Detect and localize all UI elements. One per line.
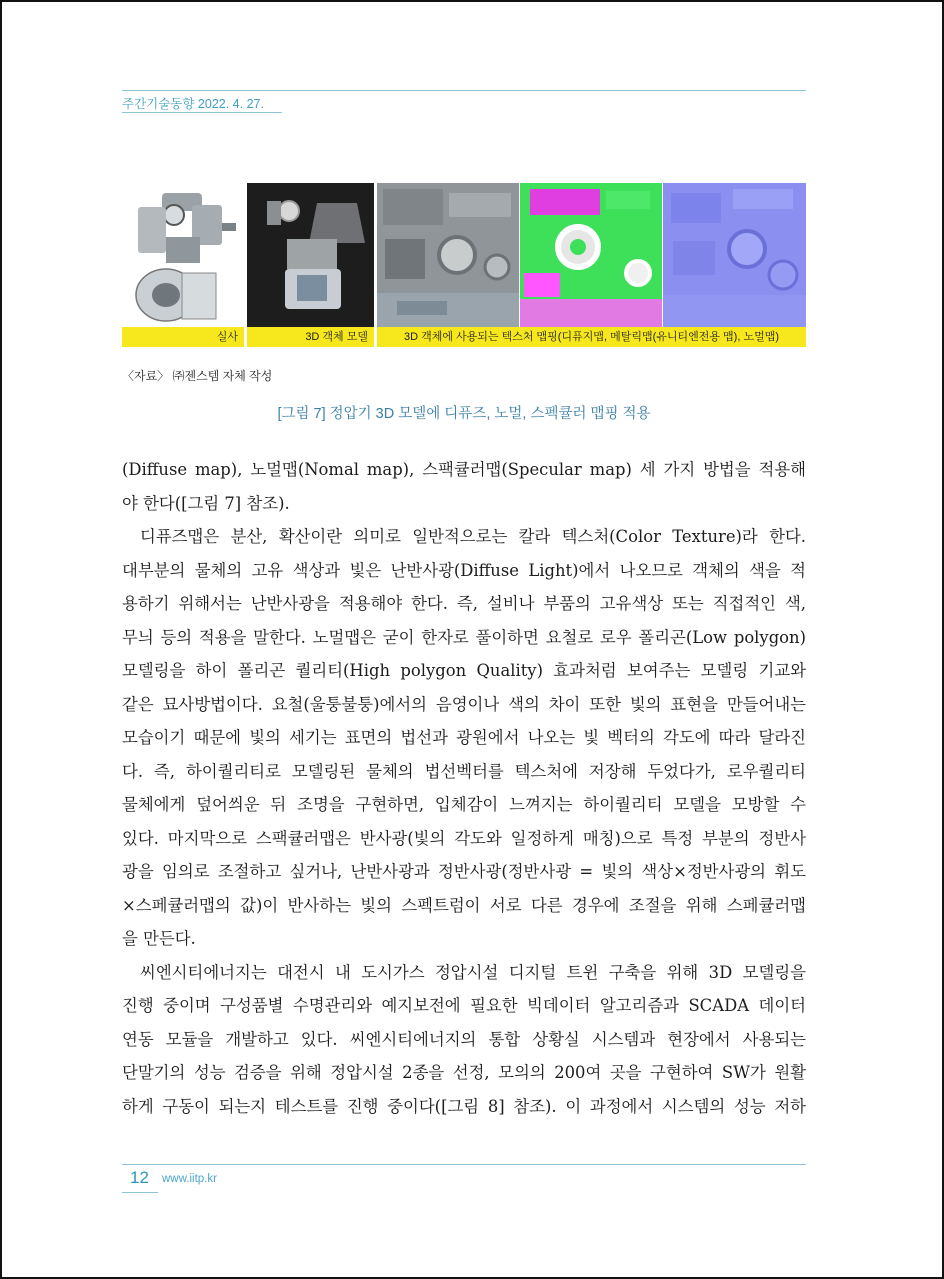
body-line: 단말기의 성능 검증을 위해 정압시설 2종을 선정, 모의의 200여 곳을 구현하여 SW가 원활 <box>122 1063 806 1082</box>
body-line: ×스페큘러맵의 값)이 반사하는 빛의 스펙트럼이 서로 다른 경우에 조절을 위해 스페큘러맵 <box>122 895 806 915</box>
body-line: 같은 묘사방법이다. 요철(울퉁불퉁)에서의 음영이나 색의 차이 또한 빛의 표현을 만들어내는 <box>122 694 806 714</box>
page-number: 12 <box>130 1168 149 1187</box>
body-line: 대부분의 물체의 고유 색상과 빛은 난반사광(Diffuse Light)에서 나오므로 객체의 색을 적 <box>122 560 806 580</box>
model-panel <box>247 183 374 327</box>
body-line: 진행 중이며 구성품별 수명관리와 예지보전에 필요한 빅데이터 알고리즘과 SCADA 데이터 <box>122 996 806 1015</box>
figure-source: 〈자료〉 ㈜젠스템 자체 작성 <box>122 369 273 383</box>
body-line: 무늬 등의 적용을 말한다. 노멀맵은 굳이 한자로 풀이하면 요철로 로우 폴리곤(Low polygon) <box>122 627 806 647</box>
normal-map-image <box>663 183 806 327</box>
diffuse-map-image <box>377 183 519 327</box>
figure-title: [그림 7] 정압기 3D 모델에 디퓨즈, 노멀, 스펙큘러 맵핑 적용 <box>277 406 651 422</box>
body-line: 연동 모듈을 개발하고 있다. 씨엔시티에너지의 통합 상황실 시스템과 현장에서 사용되는 <box>122 1029 806 1049</box>
body-line: 광을 임의로 조절하고 싶거나, 난반사광과 정반사광(정반사광 = 빛의 색상×정반사광의 휘도 <box>122 862 806 881</box>
body-line: 용하기 위해서는 난반사광을 적용해야 한다. 즉, 설비나 부품의 고유색상 또는 직접적인 색, <box>122 594 806 613</box>
body-line: 야 한다([그림 7] 참조). <box>122 493 290 513</box>
body-line: 을 만든다. <box>122 929 196 948</box>
header-underline <box>122 112 282 113</box>
body-line: 물체에게 덮어씌운 뒤 조명을 구현하면, 입체감이 느껴지는 하이퀄리티 모델을 모방할 수 <box>122 795 806 814</box>
metallic-map-image <box>520 183 662 327</box>
body-line: 있다. 마지막으로 스팩큘러맵은 반사광(빛의 각도와 일정하게 매칭)으로 특정 부분의 정반사 <box>122 828 806 848</box>
diffuse-map-panel <box>377 183 519 327</box>
body-line: 다. 즉, 하이퀄리티로 모델링된 물체의 법선벡터를 텍스처에 저장해 두었다가, 로우퀄리티 <box>122 761 806 781</box>
caption-actual: 실사 <box>122 327 244 347</box>
body-line: 하게 구동이 되는지 테스트를 진행 중이다([그림 8] 참조). 이 과정에서 시스템의 성능 저하 <box>122 1096 806 1116</box>
photo-panel <box>122 183 244 327</box>
body-line: 디퓨즈맵은 분산, 확산이란 의미로 일반적으로는 칼라 텍스처(Color Texture)라 한다. <box>140 527 806 546</box>
body-line: 모델링을 하이 폴리곤 퀄리티(High polygon Quality) 효과처럼 보여주는 모델링 기교와 <box>122 661 806 680</box>
caption-model: 3D 객체 모델 <box>247 327 374 347</box>
body-line: 모습이기 때문에 빛의 세기는 표면의 법선과 광원에서 나오는 빛 벡터의 각도에 따라 달라진 <box>122 728 806 747</box>
caption-textures: 3D 객체에 사용되는 텍스처 맵핑(디퓨지맵, 메탈릭맵(유니티엔전용 맵), 노멀맵) <box>377 327 806 347</box>
regulator-photo-image <box>122 183 244 327</box>
footer-rule <box>122 1164 806 1165</box>
body-line: (Diffuse map), 노멀맵(Nomal map), 스팩큘러맵(Specular map) 세 가지 방법을 적용해 <box>122 460 806 479</box>
body-text <box>122 453 806 1123</box>
running-header: 주간기술동향 2022. 4. 27. <box>122 97 264 111</box>
normal-map-panel <box>663 183 806 327</box>
figure-7 <box>122 183 806 348</box>
regulator-3d-model-image <box>247 183 374 327</box>
metallic-map-panel <box>520 183 662 327</box>
footer-underline <box>122 1192 158 1193</box>
header-rule <box>122 90 806 91</box>
footer-site-url: www.iitp.kr <box>162 1173 217 1185</box>
body-line: 씨엔시티에너지는 대전시 내 도시가스 정압시설 디지털 트윈 구축을 위해 3D 모델링을 <box>140 962 806 982</box>
